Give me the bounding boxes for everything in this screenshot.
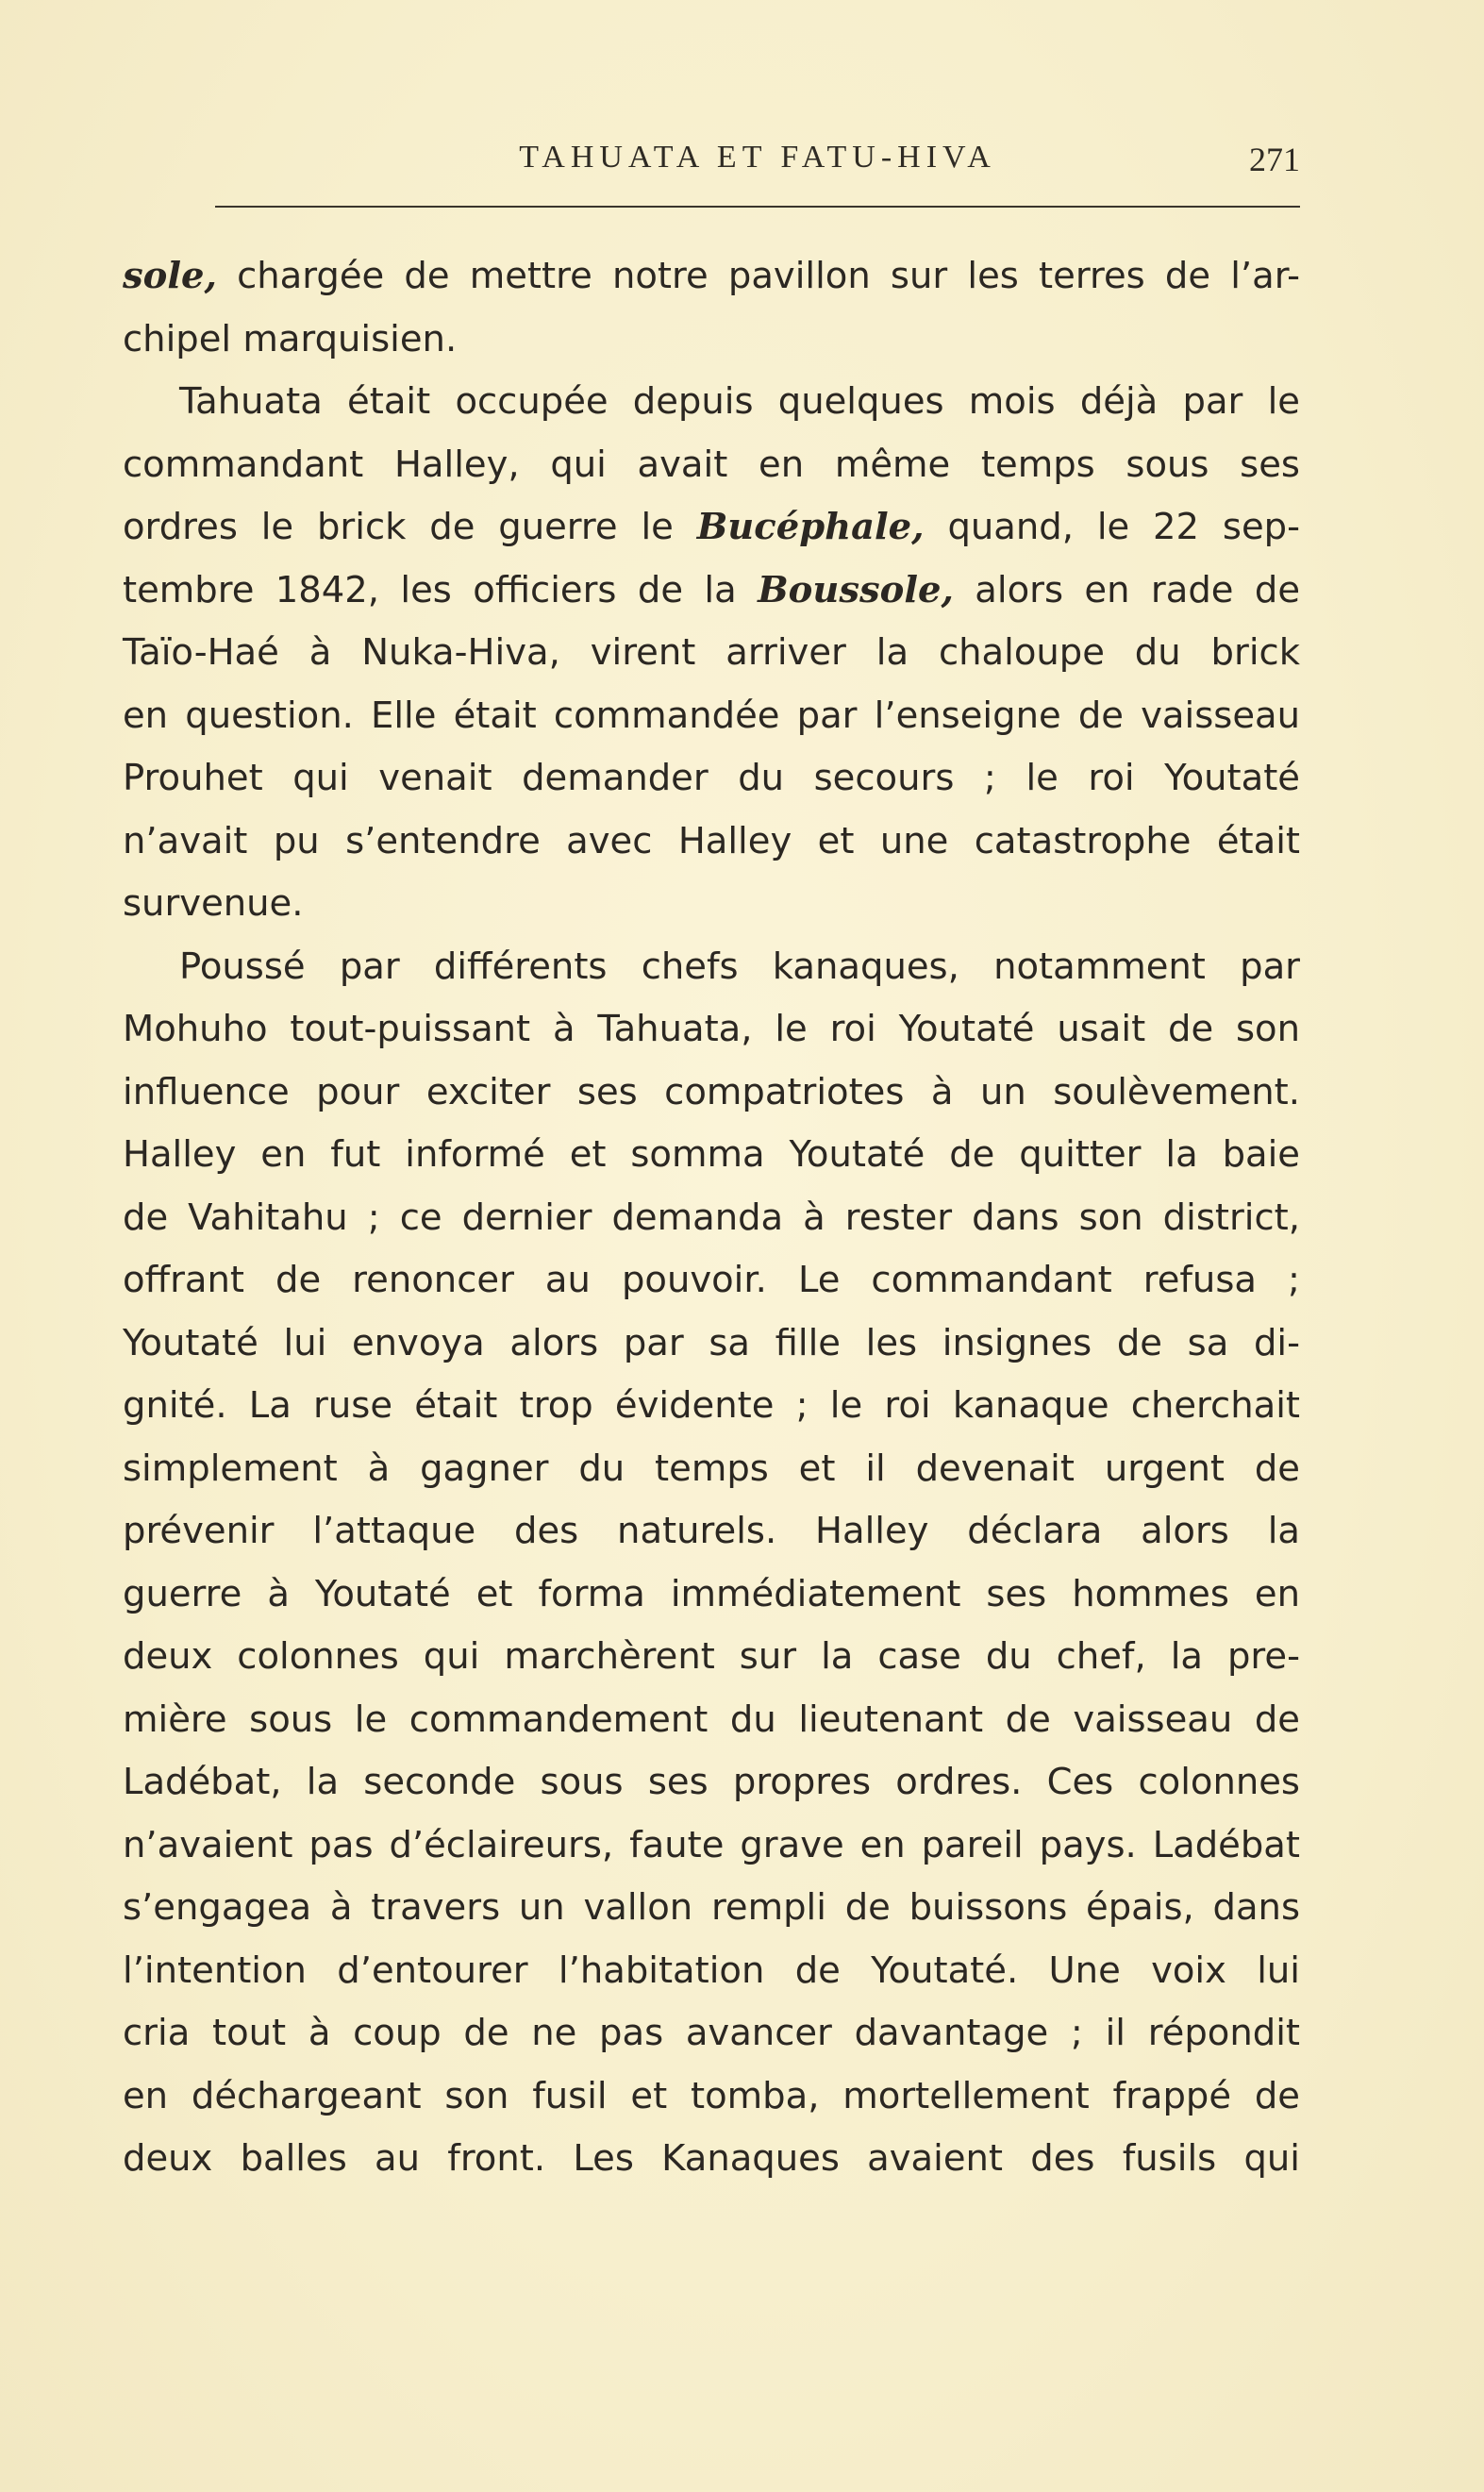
text-line: guerre à Youtaté et forma immédiatement ses hommes en xyxy=(123,1572,1300,1615)
text-line: commandant Halley, qui avait en même temps sous ses xyxy=(123,443,1300,486)
text-line: tembre 1842, les officiers de la Boussole, alors en rade de xyxy=(123,568,1301,611)
text-line: Tahuata était occupée depuis quelques mois déjà par le xyxy=(179,380,1300,423)
text-line: simplement à gagner du temps et il devenait urgent de xyxy=(123,1447,1300,1490)
text-line: deux balles au front. Les Kanaques avaient des fusils qui xyxy=(123,2137,1300,2180)
text-line: Prouhet qui venait demander du secours ; le roi Youtaté xyxy=(123,757,1300,799)
text-line: mière sous le commandement du lieutenant de vaisseau de xyxy=(123,1698,1300,1741)
text-line: de Vahitahu ; ce dernier demanda à rester dans son district, xyxy=(123,1196,1300,1239)
page-number: 271 xyxy=(1249,141,1300,178)
text-line: gnité. La ruse était trop évidente ; le roi kanaque cherchait xyxy=(123,1384,1300,1427)
text-line: influence pour exciter ses compatriotes à un soulèvement. xyxy=(123,1070,1300,1113)
text-line: Taïo-Haé à Nuka-Hiva, virent arriver la chaloupe du brick xyxy=(123,631,1300,674)
text-line: s’engagea à travers un vallon rempli de buissons épais, dans xyxy=(123,1886,1300,1929)
text-line: prévenir l’attaque des naturels. Halley déclara alors la xyxy=(123,1510,1300,1552)
body-text xyxy=(123,245,1300,2191)
text-line: n’avait pu s’entendre avec Halley et une catastrophe était xyxy=(123,819,1300,862)
text-line: Poussé par différents chefs kanaques, notamment par xyxy=(179,945,1300,988)
running-title: TAHUATA ET FATU-HIVA xyxy=(519,140,996,175)
text-line: en question. Elle était commandée par l’enseigne de vaisseau xyxy=(123,694,1300,737)
page-header xyxy=(215,140,1300,187)
text-line: deux colonnes qui marchèrent sur la case du chef, la pre- xyxy=(123,1635,1300,1678)
text-line: Youtaté lui envoya alors par sa fille les insignes de sa di- xyxy=(123,1321,1300,1364)
text-line: Halley en fut informé et somma Youtaté de quitter la baie xyxy=(123,1133,1300,1176)
text-line: survenue. xyxy=(123,882,304,925)
header-rule xyxy=(215,206,1300,208)
text-line: Ladébat, la seconde sous ses propres ordres. Ces colonnes xyxy=(123,1761,1300,1803)
text-line: n’avaient pas d’éclaireurs, faute grave en pareil pays. Ladébat xyxy=(123,1823,1300,1866)
text-line: en déchargeant son fusil et tomba, mortellement frappé de xyxy=(123,2074,1300,2117)
text-line: sole, chargée de mettre notre pavillon sur les terres de l’ar- xyxy=(123,255,1300,297)
text-line: offrant de renoncer au pouvoir. Le commandant refusa ; xyxy=(123,1259,1300,1301)
text-line: chipel marquisien. xyxy=(123,317,458,360)
text-line: l’intention d’entourer l’habitation de Youtaté. Une voix lui xyxy=(123,1948,1300,1992)
text-line: ordres le brick de guerre le Bucéphale, quand, le 22 sep- xyxy=(123,506,1300,548)
text-line: Mohuho tout-puissant à Tahuata, le roi Youtaté usait de son xyxy=(123,1008,1300,1050)
text-line: cria tout à coup de ne pas avancer davantage ; il répondit xyxy=(123,2012,1300,2054)
